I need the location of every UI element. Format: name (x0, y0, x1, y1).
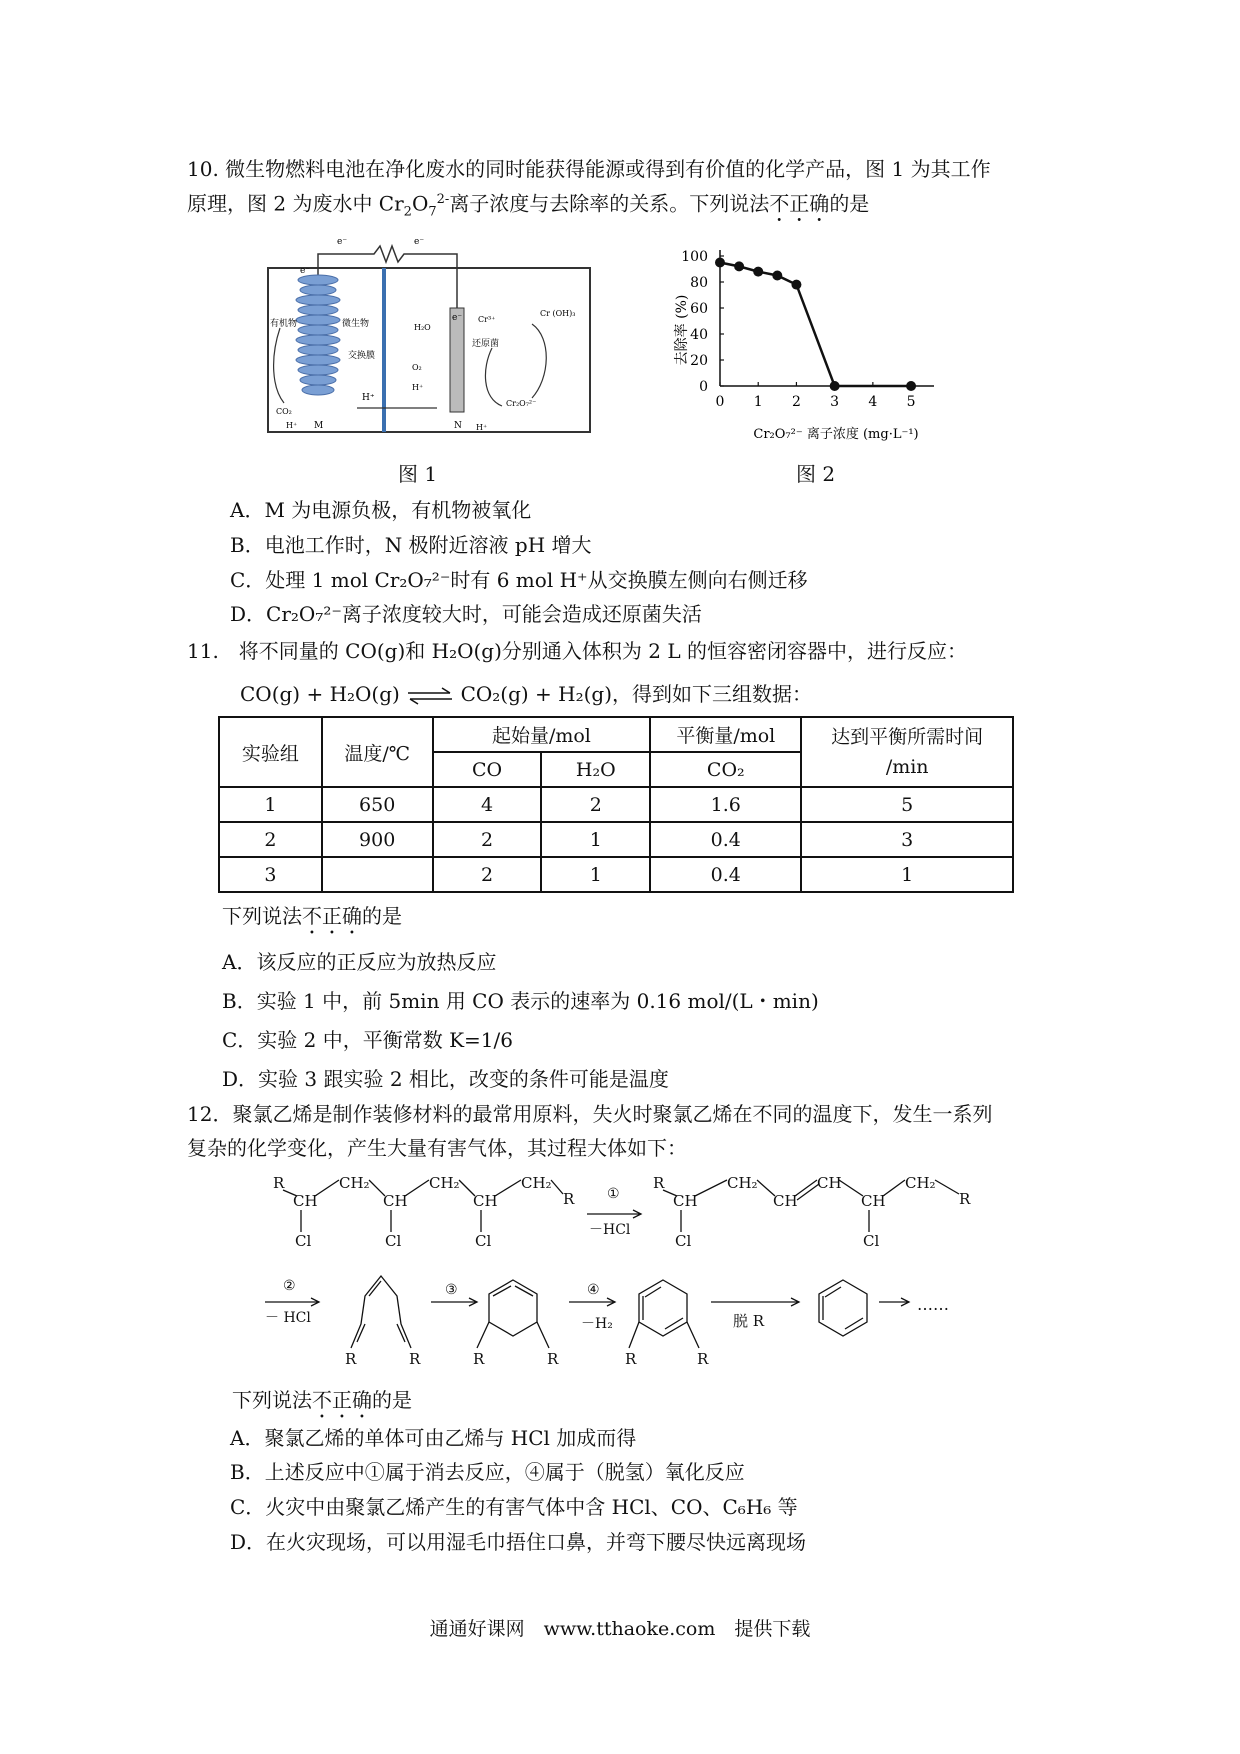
svg-text:N: N (454, 421, 462, 431)
svg-text:有机物: 有机物 (270, 319, 298, 329)
svg-text:R: R (409, 1350, 421, 1368)
svg-text:Cl: Cl (295, 1232, 312, 1250)
svg-text:Cl: Cl (675, 1232, 692, 1250)
q12-reaction-scheme (265, 1168, 995, 1368)
chart-point (830, 381, 840, 391)
svg-text:e⁻: e⁻ (414, 237, 425, 247)
svg-text:H⁺: H⁺ (476, 423, 488, 432)
svg-text:O₂: O₂ (412, 363, 422, 372)
chart-point (715, 258, 725, 268)
svg-text:微生物: 微生物 (342, 319, 370, 329)
svg-text:CH: CH (473, 1192, 498, 1210)
svg-text:R: R (473, 1350, 485, 1368)
svg-text:R: R (959, 1190, 971, 1208)
chart-y-tick-label: 0 (699, 379, 708, 395)
svg-text:Cl: Cl (385, 1232, 402, 1250)
fig1-caption: 图 1 (398, 462, 438, 486)
q11-equation: CO(g) + H₂O(g) CO₂(g) + H₂(g)，得到如下三组数据： (240, 682, 813, 706)
th-time: 达到平衡所需时间 /min (801, 717, 1013, 787)
svg-text:H⁺: H⁺ (286, 421, 298, 430)
equilibrium-arrow-icon (406, 687, 454, 705)
svg-text:CH₂: CH₂ (905, 1174, 936, 1192)
q12-option-b: B．上述反应中①属于消去反应，④属于（脱氢）氧化反应 (230, 1460, 745, 1484)
svg-text:CH₂: CH₂ (429, 1174, 460, 1192)
chart-x-tick-label: 0 (715, 394, 725, 410)
emphasis-not-correct: 不正确 (769, 191, 830, 216)
svg-text:R: R (547, 1350, 559, 1368)
svg-text:CH: CH (383, 1192, 408, 1210)
chart-y-tick-label: 100 (681, 249, 708, 265)
svg-text:R: R (273, 1174, 285, 1192)
chart-series-line (720, 263, 911, 387)
th-co: CO (433, 752, 542, 787)
svg-text:H⁺: H⁺ (412, 383, 424, 392)
page-footer: 通通好课网 www.tthaoke.com 提供下载 (429, 1618, 811, 1640)
chart-point (772, 271, 782, 281)
th-group: 实验组 (219, 717, 322, 787)
emphasis-not-correct: 不正确 (302, 904, 362, 928)
th-initial: 起始量/mol (433, 717, 651, 752)
q11-stem: 11. 将不同量的 CO(g)和 H₂O(g)分别通入体积为 2 L 的恒容密闭容器中，进行反应： (187, 639, 967, 663)
svg-text:R: R (625, 1350, 637, 1368)
svg-text:e⁻: e⁻ (337, 237, 348, 247)
svg-text:CH₂: CH₂ (339, 1174, 370, 1192)
chart-point (753, 267, 763, 277)
svg-text:①: ① (607, 1186, 620, 1202)
svg-text:……: …… (917, 1295, 949, 1314)
svg-text:－H₂: －H₂ (581, 1316, 613, 1332)
svg-text:R: R (563, 1190, 575, 1208)
svg-text:Cl: Cl (475, 1232, 492, 1250)
svg-text:H₂O: H₂O (414, 323, 431, 332)
svg-text:交换膜: 交换膜 (348, 351, 376, 361)
chart-y-tick-label: 80 (690, 275, 708, 291)
chart-y-tick-label: 40 (690, 327, 708, 343)
q11-data-table (218, 716, 1014, 893)
svg-text:R: R (697, 1350, 709, 1368)
svg-text:脱 R: 脱 R (733, 1312, 765, 1330)
svg-text:R: R (653, 1174, 665, 1192)
chart-x-tick-label: 2 (791, 394, 801, 410)
svg-text:CH: CH (817, 1174, 842, 1192)
svg-text:④: ④ (587, 1282, 600, 1298)
svg-text:②: ② (283, 1278, 296, 1294)
q10-option-c: C．处理 1 mol Cr₂O₇²⁻时有 6 mol H⁺从交换膜左侧向右侧迁移 (230, 568, 808, 592)
emphasis-not-correct: 不正确 (312, 1388, 372, 1412)
svg-text:Cr³⁺: Cr³⁺ (478, 315, 496, 324)
q11-option-c: C．实验 2 中，平衡常数 K=1/6 (222, 1028, 513, 1052)
svg-text:－ HCl: － HCl (265, 1310, 311, 1326)
th-h2o: H₂O (541, 752, 650, 787)
th-co2: CO₂ (650, 752, 801, 787)
svg-text:CH: CH (673, 1192, 698, 1210)
fig1-fuel-cell-diagram (262, 228, 602, 440)
svg-text:－HCl: －HCl (589, 1222, 631, 1238)
q12-stem-line1: 12．聚氯乙烯是制作装修材料的最常用原料，失火时聚氯乙烯在不同的温度下，发生一系列 (187, 1102, 993, 1126)
chart-x-tick-label: 1 (753, 394, 763, 410)
svg-text:还原菌: 还原菌 (472, 339, 500, 349)
chart-point (791, 280, 801, 290)
q11-option-a: A．该反应的正反应为放热反应 (222, 950, 497, 974)
chart-y-tick-label: 20 (690, 353, 708, 369)
fig2-removal-rate-chart (664, 240, 954, 445)
svg-text:CH₂: CH₂ (521, 1174, 552, 1192)
q12-stem-line2: 复杂的化学变化，产生大量有害气体，其过程大体如下： (187, 1136, 687, 1160)
q12-option-d: D．在火灾现场，可以用湿毛巾捂住口鼻，并弯下腰尽快远离现场 (230, 1530, 807, 1554)
table-row: 3 2 1 0.4 1 (219, 857, 1013, 892)
svg-text:CH: CH (861, 1192, 886, 1210)
q10-option-d: D．Cr₂O₇²⁻离子浓度较大时，可能会造成还原菌失活 (230, 602, 702, 626)
q11-prompt: 下列说法不正确的是 (222, 904, 402, 928)
svg-text:Cl: Cl (863, 1232, 880, 1250)
fig2-caption: 图 2 (796, 462, 836, 486)
chart-xlabel: Cr₂O₇²⁻ 离子浓度 (mg·L⁻¹) (753, 427, 919, 442)
svg-text:e⁻: e⁻ (300, 266, 311, 276)
svg-text:Cr₂O₇²⁻: Cr₂O₇²⁻ (506, 399, 537, 408)
table-row: 2 900 2 1 0.4 3 (219, 822, 1013, 857)
q10-option-a: A．M 为电源负极，有机物被氧化 (230, 498, 532, 522)
svg-text:e⁻: e⁻ (452, 313, 463, 323)
q12-option-c: C．火灾中由聚氯乙烯产生的有害气体中含 HCl、CO、C₆H₆ 等 (230, 1495, 798, 1519)
svg-text:CH: CH (773, 1192, 798, 1210)
chart-x-tick-label: 3 (830, 394, 840, 410)
chart-point (734, 261, 744, 271)
th-temp: 温度/℃ (322, 717, 433, 787)
q10-stem-line2: 原理，图 2 为废水中 $Cr_2O_7^{2-}$离子浓度与去除率的关系。下列说法不正确的是 (187, 191, 870, 220)
q12-prompt: 下列说法不正确的是 (232, 1388, 412, 1412)
th-equilibrium: 平衡量/mol (650, 717, 801, 752)
q10-option-b: B．电池工作时，N 极附近溶液 pH 增大 (230, 533, 592, 557)
chart-x-tick-label: 4 (868, 394, 878, 410)
q10-stem-line1: 10. 微生物燃料电池在净化废水的同时能获得能源或得到有价值的化学产品，图 1 为其工作 (187, 157, 991, 181)
svg-text:CH: CH (293, 1192, 318, 1210)
chart-point (906, 381, 916, 391)
table-row: 1 650 4 2 1.6 5 (219, 787, 1013, 822)
svg-text:CO₂: CO₂ (276, 407, 292, 416)
svg-text:CH₂: CH₂ (727, 1174, 758, 1192)
svg-text:R: R (345, 1350, 357, 1368)
chart-ylabel: 去除率 (%) (674, 294, 690, 366)
q12-option-a: A．聚氯乙烯的单体可由乙烯与 HCl 加成而得 (230, 1426, 637, 1450)
svg-text:Cr (OH)₃: Cr (OH)₃ (540, 309, 576, 318)
svg-text:H⁺: H⁺ (362, 393, 375, 403)
chart-y-tick-label: 60 (690, 301, 708, 317)
svg-text:M: M (314, 421, 324, 431)
chart-x-tick-label: 5 (906, 394, 916, 410)
q11-option-d: D．实验 3 跟实验 2 相比，改变的条件可能是温度 (222, 1067, 669, 1091)
svg-text:③: ③ (445, 1282, 458, 1298)
q11-option-b: B．实验 1 中，前 5min 用 CO 表示的速率为 0.16 mol/(L・min) (222, 989, 819, 1013)
